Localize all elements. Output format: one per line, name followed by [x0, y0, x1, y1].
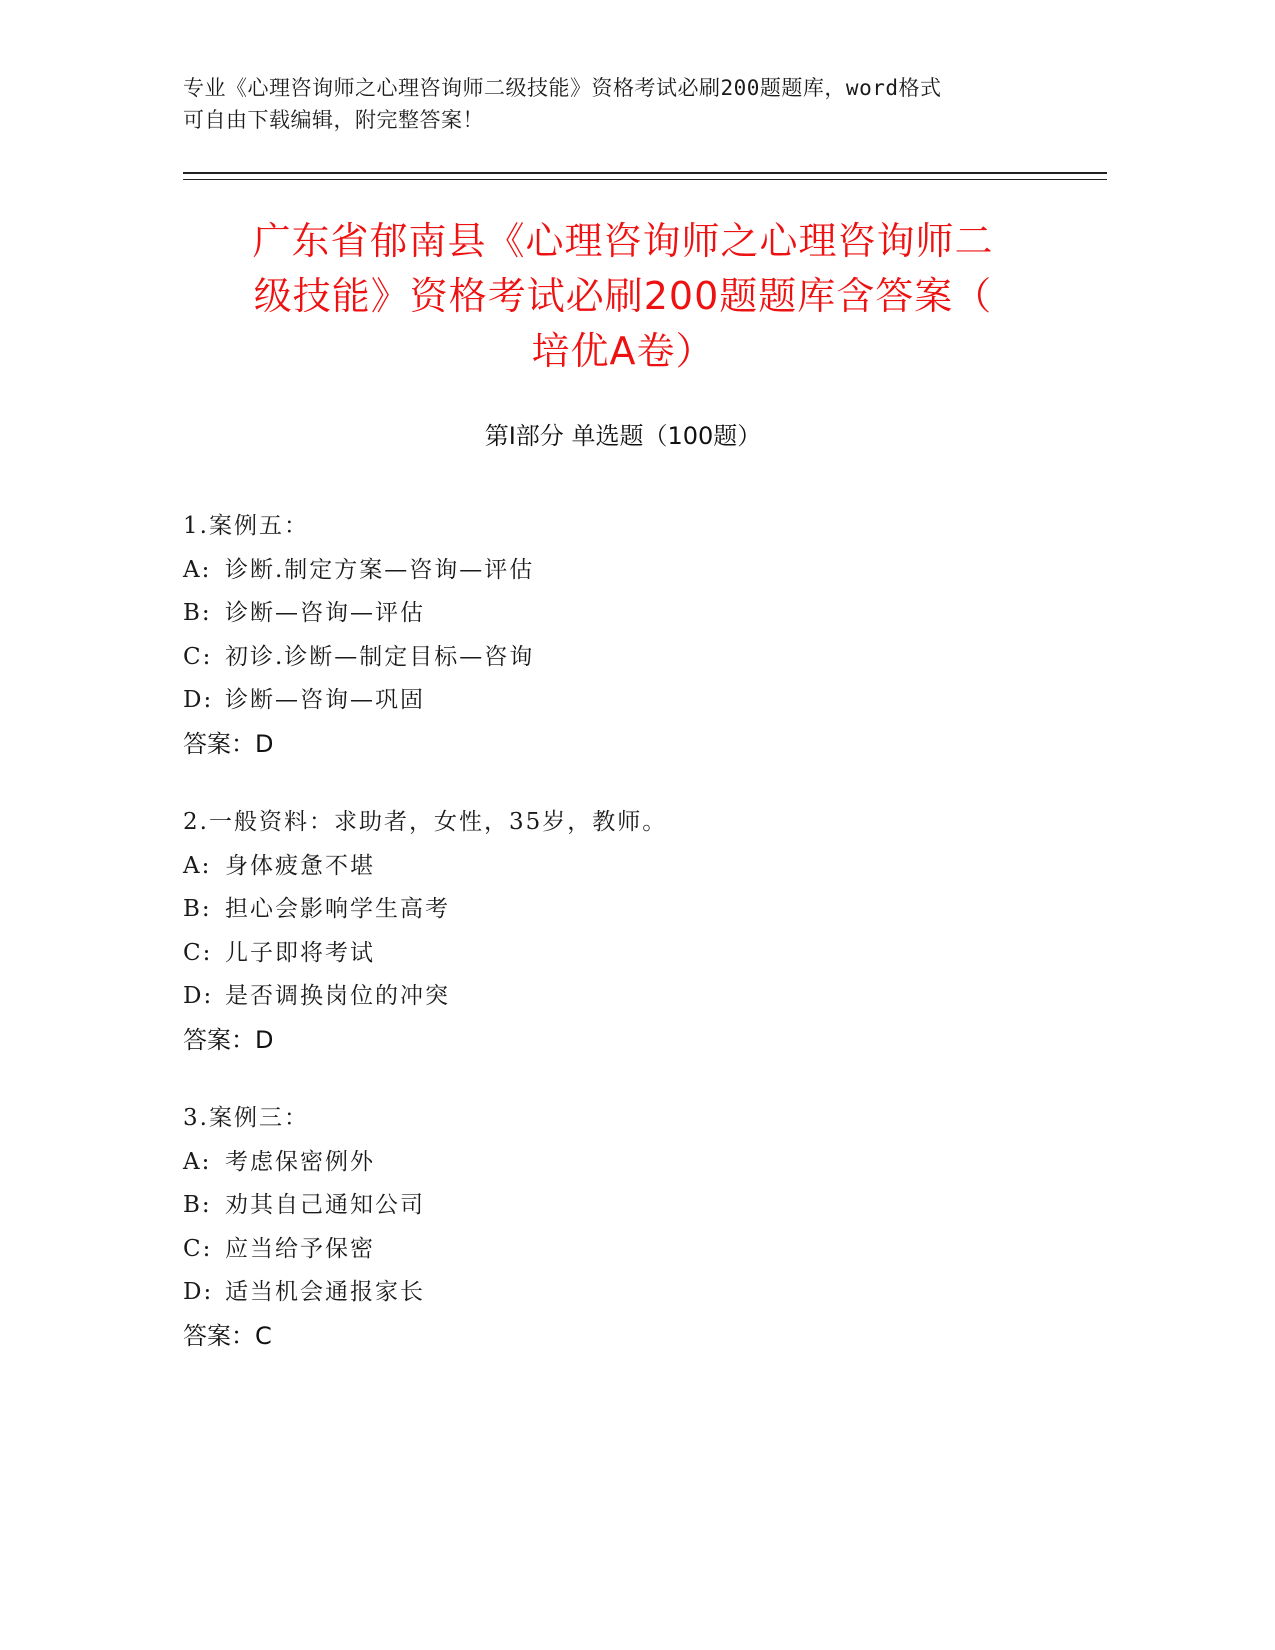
- option-letter: B:: [183, 600, 212, 626]
- option-b: [183, 592, 1063, 636]
- document-title-line-1: 广东省郁南县《心理咨询师之心理咨询师二: [252, 219, 994, 263]
- option-text: 考虑保密例外: [225, 1148, 375, 1175]
- option-letter: B:: [183, 896, 212, 922]
- option-text: 劝其自己通知公司: [225, 1192, 425, 1218]
- option-letter: D:: [183, 687, 214, 713]
- header-note: [183, 72, 1063, 136]
- question-list: [183, 505, 1063, 1393]
- header-note-line-2: 可自由下载编辑，附完整答案！: [183, 108, 484, 132]
- document-title-line-3: 培优A卷）: [531, 329, 715, 373]
- option-letter: A:: [183, 1148, 212, 1175]
- section-title: 第I部分 单选题（100题）: [484, 422, 762, 450]
- option-text: 诊断—咨询—巩固: [225, 687, 425, 713]
- header-divider-thick: [183, 172, 1107, 174]
- header-note-line-1: 专业《心理咨询师之心理咨询师二级技能》资格考试必刷200题题库，word格式: [183, 76, 942, 100]
- question-item: [183, 801, 1063, 1062]
- option-text: 儿子即将考试: [225, 939, 375, 966]
- option-letter: C:: [183, 939, 213, 966]
- option-letter: D:: [183, 1279, 214, 1305]
- answer-line: 答案：D: [183, 1025, 274, 1054]
- option-text: 诊断—咨询—评估: [225, 600, 425, 626]
- option-text: 身体疲惫不堪: [225, 852, 375, 879]
- option-a: [183, 1141, 1063, 1185]
- option-text: 适当机会通报家长: [225, 1279, 425, 1305]
- option-b: [183, 1184, 1063, 1228]
- option-text: 是否调换岗位的冲突: [225, 983, 450, 1009]
- answer-line: 答案：C: [183, 1321, 272, 1350]
- option-c: [183, 932, 1063, 976]
- option-text: 初诊.诊断—制定目标—咨询: [225, 643, 535, 670]
- option-letter: A:: [183, 852, 212, 879]
- document-title-line-2: 级技能》资格考试必刷200题题库含答案（: [253, 274, 993, 318]
- document-title: [183, 214, 1063, 379]
- option-text: 担心会影响学生高考: [225, 896, 450, 922]
- option-a: [183, 549, 1063, 593]
- option-letter: C:: [183, 643, 213, 670]
- option-b: [183, 888, 1063, 932]
- option-d: [183, 679, 1063, 723]
- option-d: [183, 975, 1063, 1019]
- header-divider-thin: [183, 179, 1107, 180]
- option-letter: A:: [183, 556, 212, 583]
- option-letter: D:: [183, 983, 214, 1009]
- option-c: [183, 636, 1063, 680]
- question-stem: 2.一般资料：求助者，女性，35岁，教师。: [183, 809, 668, 835]
- option-text: 应当给予保密: [225, 1235, 375, 1262]
- option-letter: B:: [183, 1192, 212, 1218]
- question-item: [183, 505, 1063, 766]
- option-a: [183, 845, 1063, 889]
- answer-line: 答案：D: [183, 729, 274, 758]
- option-c: [183, 1228, 1063, 1272]
- option-text: 诊断.制定方案—咨询—评估: [225, 556, 535, 583]
- question-stem: 3.案例三：: [183, 1105, 309, 1131]
- option-d: [183, 1271, 1063, 1315]
- question-item: [183, 1097, 1063, 1358]
- option-letter: C:: [183, 1235, 213, 1262]
- question-stem: 1.案例五：: [183, 513, 309, 539]
